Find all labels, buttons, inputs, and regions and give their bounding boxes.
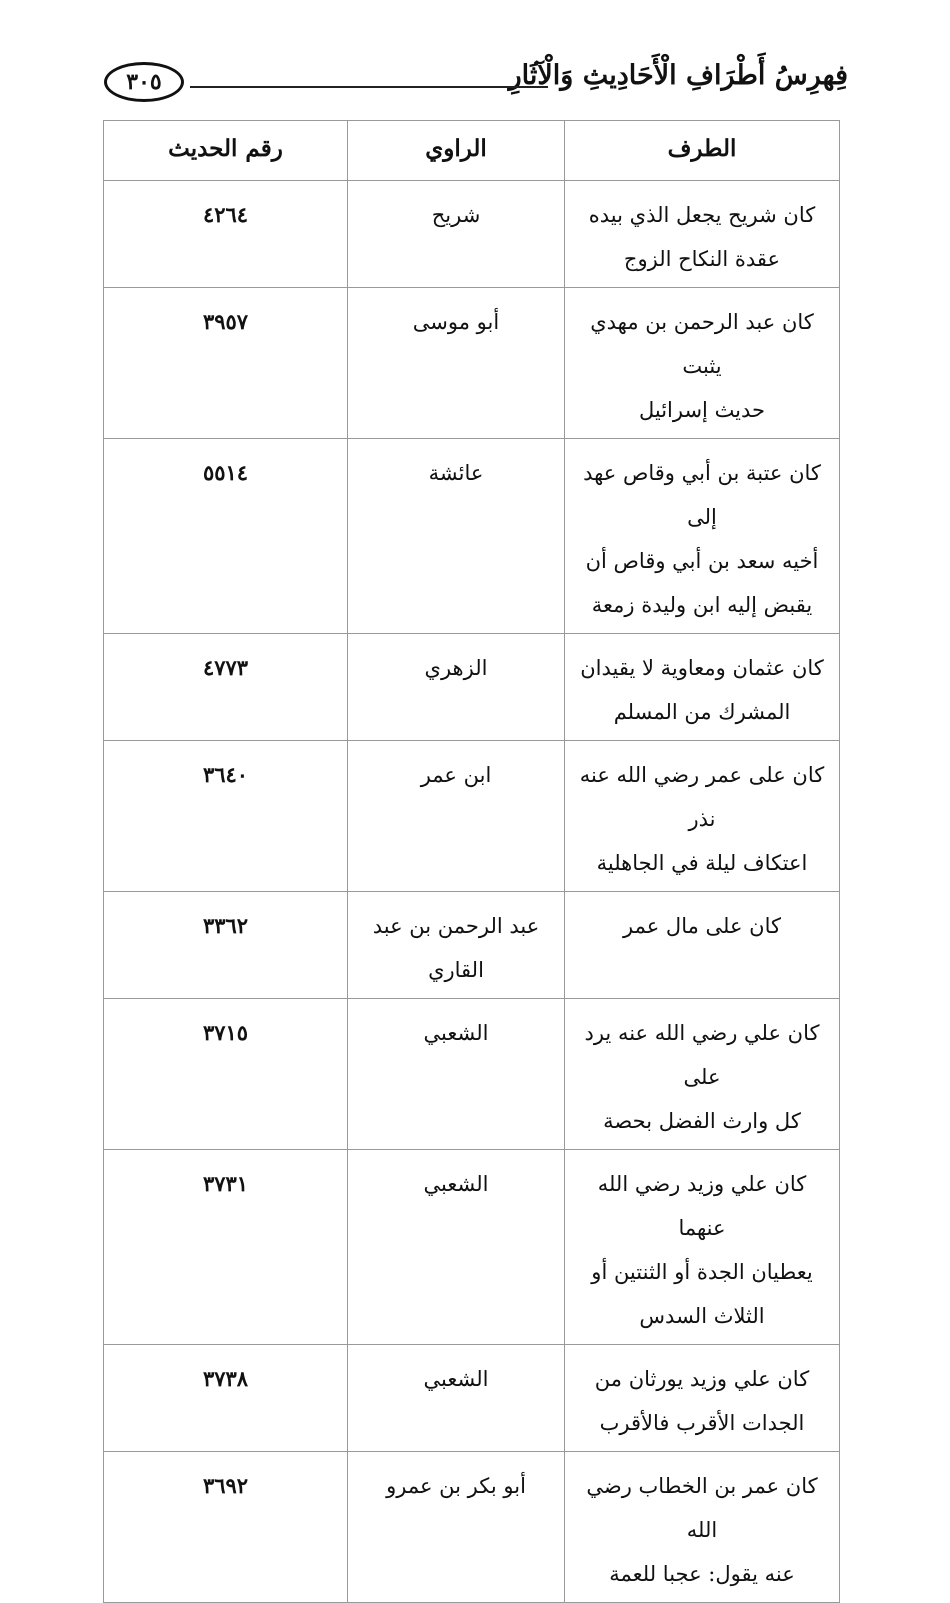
hadith-number-cell: ٣٧١٥ [104,999,348,1150]
tarf-line: كل وارث الفضل بحصة [603,1109,801,1133]
rawi-cell [348,1345,565,1452]
hadith-number-cell: ٤٧٧٣ [104,634,348,741]
hadith-number-cell: ٣٧٣١ [104,1150,348,1345]
rawi-line: الشعبي [423,1172,489,1196]
tarf-line: كان على عمر رضي الله عنه نذر [579,763,825,831]
hadith-index-table [103,120,840,1603]
hadith-number-cell: ٥٥١٤ [104,439,348,634]
table-row [104,741,840,892]
tarf-line: كان عتبة بن أبي وقاص عهد إلى [583,461,821,529]
hadith-number-cell: ٤٢٦٤ [104,181,348,288]
column-header-tarf: الطرف [565,121,840,181]
tarf-line: المشرك من المسلم [613,700,791,724]
table-row [104,439,840,634]
tarf-cell [565,181,840,288]
page-number: ٣٠٥ [104,62,184,102]
rawi-line: الزهري [424,656,488,680]
tarf-cell [565,741,840,892]
tarf-cell [565,288,840,439]
tarf-line: كان علي رضي الله عنه يرد على [584,1021,820,1089]
rawi-cell [348,1452,565,1603]
rawi-line: أبو موسى [412,310,500,334]
table-row [104,634,840,741]
table-row [104,999,840,1150]
tarf-line: يقبض إليه ابن وليدة زمعة [591,593,813,617]
tarf-line: كان علي وزيد يورثان من [594,1367,810,1391]
rawi-cell [348,892,565,999]
table-row [104,892,840,999]
rawi-line: عبد الرحمن بن عبد [372,914,540,938]
tarf-line: حديث إسرائيل [638,398,766,422]
rawi-line: الشعبي [423,1021,489,1045]
tarf-line: اعتكاف ليلة في الجاهلية [596,851,808,875]
tarf-line: الثلاث السدس [639,1304,765,1328]
header-row [104,121,840,181]
rawi-cell [348,288,565,439]
rawi-cell [348,999,565,1150]
rawi-line: أبو بكر بن عمرو [386,1474,526,1498]
rawi-cell [348,181,565,288]
table-row [104,1452,840,1603]
tarf-line: كان علي وزيد رضي الله عنهما [597,1172,807,1240]
rawi-cell [348,439,565,634]
table-row [104,288,840,439]
rawi-line: شريح [431,203,481,227]
tarf-cell [565,1150,840,1345]
page-header [104,56,848,110]
tarf-line: كان شريح يجعل الذي بيده [588,203,816,227]
tarf-cell [565,439,840,634]
hadith-number-cell: ٣٧٣٨ [104,1345,348,1452]
tarf-line: الجدات الأقرب فالأقرب [599,1411,805,1435]
table-row [104,181,840,288]
column-header-number: رقم الحديث [104,121,348,181]
table-header [104,121,840,181]
rawi-line: الشعبي [423,1367,489,1391]
rawi-cell [348,741,565,892]
tarf-cell [565,999,840,1150]
tarf-cell [565,634,840,741]
hadith-number-cell: ٣٦٩٢ [104,1452,348,1603]
hadith-number-cell: ٣٦٤٠ [104,741,348,892]
tarf-line: عنه يقول: عجبا للعمة [609,1562,795,1586]
hadith-number-cell: ٣٩٥٧ [104,288,348,439]
tarf-cell [565,892,840,999]
tarf-line: عقدة النكاح الزوج [623,247,781,271]
tarf-cell [565,1345,840,1452]
rawi-line: ابن عمر [420,763,492,787]
page-title: فِهرِسُ أَطْرَافِ الْأَحَادِيثِ وَالْآثَارِ [508,60,848,91]
rawi-cell [348,634,565,741]
tarf-line: كان عثمان ومعاوية لا يقيدان [580,656,824,680]
hadith-number-cell: ٣٣٦٢ [104,892,348,999]
table-body [104,181,840,1603]
tarf-line: كان على مال عمر [623,914,781,938]
tarf-cell [565,1452,840,1603]
rawi-line: عائشة [428,461,484,485]
tarf-line: يعطيان الجدة أو الثنتين أو [591,1260,813,1284]
table-row [104,1345,840,1452]
tarf-line: كان عمر بن الخطاب رضي الله [586,1474,818,1542]
header-rule [190,86,548,88]
table-row [104,1150,840,1345]
column-header-rawi: الراوي [348,121,565,181]
rawi-cell [348,1150,565,1345]
tarf-line: أخيه سعد بن أبي وقاص أن [585,549,819,573]
tarf-line: كان عبد الرحمن بن مهدي يثبت [590,310,814,378]
rawi-line: القاري [428,958,484,982]
